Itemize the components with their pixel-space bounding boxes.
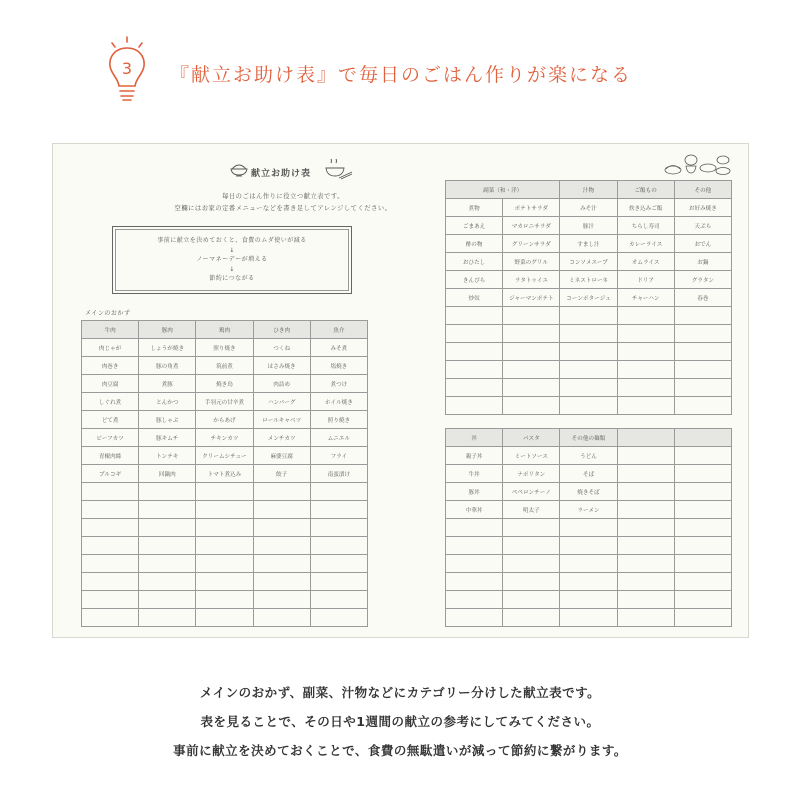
table-header-row — [446, 429, 732, 447]
table-row — [446, 483, 732, 501]
table-cell[interactable] — [674, 465, 731, 483]
table-cell[interactable]: チキンカツ — [196, 429, 253, 447]
table-cell[interactable] — [617, 537, 674, 555]
table-row — [82, 357, 368, 375]
rice-bowl-icon — [229, 158, 249, 178]
table-cell[interactable] — [446, 573, 503, 591]
table-cell[interactable] — [196, 483, 253, 501]
table-cell[interactable]: 青椒肉絲 — [82, 447, 139, 465]
table-cell[interactable]: 中華丼 — [446, 501, 503, 519]
table-cell[interactable] — [617, 555, 674, 573]
table-row — [446, 379, 732, 397]
table-cell[interactable]: 酢の物 — [446, 235, 503, 253]
headline: 『献立お助け表』で毎日のごはん作りが楽になる — [170, 64, 633, 86]
table-row — [82, 375, 368, 393]
table-row — [82, 447, 368, 465]
table-cell[interactable] — [310, 573, 367, 591]
intro-line: 毎日のごはん作りに役立つ献立表です。 — [222, 193, 344, 200]
table-cell[interactable] — [446, 537, 503, 555]
table-cell[interactable] — [503, 325, 560, 343]
column-header: パスタ — [503, 429, 560, 447]
column-header: 牛肉 — [82, 321, 139, 339]
table-cell[interactable] — [139, 591, 196, 609]
table-cell[interactable] — [139, 519, 196, 537]
table-cell[interactable] — [560, 343, 617, 361]
table-cell[interactable] — [503, 537, 560, 555]
table-cell[interactable]: みそ煮 — [310, 339, 367, 357]
table-cell[interactable] — [139, 537, 196, 555]
main-dish-table — [81, 320, 368, 627]
table-cell[interactable]: そば — [560, 465, 617, 483]
table-cell[interactable]: プルコギ — [82, 465, 139, 483]
table-cell[interactable] — [196, 591, 253, 609]
table-cell[interactable] — [253, 483, 310, 501]
table-row — [446, 609, 732, 627]
table-cell[interactable] — [617, 519, 674, 537]
table-cell[interactable] — [560, 555, 617, 573]
table-row — [82, 573, 368, 591]
table-cell[interactable]: 肉詰め — [253, 375, 310, 393]
table-row — [446, 253, 732, 271]
column-header: 副菜（和・洋） — [446, 181, 560, 199]
table-cell[interactable]: しょうが焼き — [139, 339, 196, 357]
other-dish-table — [445, 428, 732, 627]
table-cell[interactable] — [446, 397, 503, 415]
table-cell[interactable]: ビーフカツ — [82, 429, 139, 447]
table-cell[interactable] — [560, 609, 617, 627]
table-cell[interactable]: ロールキャベツ — [253, 411, 310, 429]
table-cell[interactable]: ムニエル — [310, 429, 367, 447]
table-cell[interactable] — [253, 501, 310, 519]
flow-box — [112, 226, 352, 294]
column-header — [617, 429, 674, 447]
table-cell[interactable] — [196, 501, 253, 519]
table-cell[interactable] — [503, 609, 560, 627]
table-row — [446, 465, 732, 483]
page-title: 献立お助け表 — [251, 169, 312, 179]
table-cell[interactable] — [139, 501, 196, 519]
table-cell[interactable] — [196, 519, 253, 537]
step-number: 3 — [121, 59, 133, 78]
table-cell[interactable] — [139, 573, 196, 591]
table-cell[interactable]: 春巻 — [674, 289, 731, 307]
table-row — [82, 393, 368, 411]
table-cell[interactable]: マカロニサラダ — [503, 217, 560, 235]
table-row — [446, 289, 732, 307]
menu-sheet — [52, 143, 749, 638]
table-cell[interactable] — [560, 307, 617, 325]
table-row — [446, 591, 732, 609]
soup-bowl-icon — [323, 158, 353, 180]
table-cell[interactable]: 天ぷら — [674, 217, 731, 235]
table-cell[interactable]: はさみ焼き — [253, 357, 310, 375]
column-header: 豚肉 — [139, 321, 196, 339]
table-cell[interactable]: ミートソース — [503, 447, 560, 465]
table-cell[interactable] — [446, 379, 503, 397]
table-row — [446, 537, 732, 555]
table-cell[interactable]: すまし汁 — [560, 235, 617, 253]
table-cell[interactable]: 焼き鳥 — [196, 375, 253, 393]
column-header: ひき肉 — [253, 321, 310, 339]
table-row — [446, 199, 732, 217]
table-cell[interactable] — [310, 591, 367, 609]
table-cell[interactable] — [503, 555, 560, 573]
intro-text — [133, 191, 433, 215]
table-cell[interactable] — [446, 361, 503, 379]
table-cell[interactable]: ポテトサラダ — [503, 199, 560, 217]
table-row — [446, 361, 732, 379]
table-row — [82, 537, 368, 555]
table-row — [446, 447, 732, 465]
table-cell[interactable] — [446, 555, 503, 573]
table-cell[interactable]: 照り焼き — [310, 411, 367, 429]
table-cell[interactable] — [617, 573, 674, 591]
table-cell[interactable] — [674, 379, 731, 397]
table-cell[interactable]: つくね — [253, 339, 310, 357]
table-cell[interactable]: トマト煮込み — [196, 465, 253, 483]
table-cell[interactable]: 野菜のグリル — [503, 253, 560, 271]
table-cell[interactable] — [674, 573, 731, 591]
table-cell[interactable]: ペペロンチーノ — [503, 483, 560, 501]
table-header-row — [82, 321, 368, 339]
table-cell[interactable] — [82, 519, 139, 537]
table-cell[interactable]: 炊き込みご飯 — [617, 199, 674, 217]
table-cell[interactable]: 牛丼 — [446, 465, 503, 483]
table-cell[interactable] — [503, 591, 560, 609]
table-cell[interactable]: トンテキ — [139, 447, 196, 465]
footer-line: メインのおかず、副菜、汁物などにカテゴリー分けした献立表です。 — [199, 685, 601, 700]
table-row — [82, 411, 368, 429]
table-cell[interactable]: 回鍋肉 — [139, 465, 196, 483]
table-cell[interactable]: 豚の角煮 — [139, 357, 196, 375]
table-row — [446, 307, 732, 325]
table-row — [446, 217, 732, 235]
table-row — [82, 483, 368, 501]
table-cell[interactable] — [674, 307, 731, 325]
table-cell[interactable]: おひたし — [446, 253, 503, 271]
table-cell[interactable] — [446, 591, 503, 609]
table-cell[interactable] — [560, 537, 617, 555]
table-row — [82, 609, 368, 627]
down-arrow-icon: ↓ — [229, 246, 235, 254]
table-cell[interactable] — [503, 361, 560, 379]
table-cell[interactable]: みそ汁 — [560, 199, 617, 217]
table-cell[interactable] — [82, 591, 139, 609]
table-cell[interactable]: 煮つけ — [310, 375, 367, 393]
table-cell[interactable] — [617, 465, 674, 483]
table-cell[interactable]: ラタトゥイユ — [503, 271, 560, 289]
column-header: 汁物 — [560, 181, 617, 199]
table-cell[interactable] — [560, 519, 617, 537]
table-cell[interactable]: チャーハン — [617, 289, 674, 307]
table-cell[interactable] — [674, 361, 731, 379]
table-cell[interactable]: 焼きそば — [560, 483, 617, 501]
table-cell[interactable] — [82, 501, 139, 519]
table-cell[interactable]: 手羽元の甘辛煮 — [196, 393, 253, 411]
header — [0, 30, 800, 110]
footer-line: 事前に献立を決めておくことで、食費の無駄遣いが減って節約に繋がります。 — [173, 743, 627, 758]
table-cell[interactable] — [196, 537, 253, 555]
table-cell[interactable]: コンソメスープ — [560, 253, 617, 271]
table-cell[interactable]: 肉じゃが — [82, 339, 139, 357]
footer-line: 表を見ることで、その日や1週間の献立の参考にしてみてください。 — [200, 714, 600, 729]
lightbulb-icon — [104, 36, 150, 102]
table-cell[interactable]: コーンポタージュ — [560, 289, 617, 307]
table-row — [446, 519, 732, 537]
table-cell[interactable]: 煮豚 — [139, 375, 196, 393]
table-cell[interactable]: ハンバーグ — [253, 393, 310, 411]
table-cell[interactable]: 筑前煮 — [196, 357, 253, 375]
table-cell[interactable] — [503, 573, 560, 591]
column-header: その他の麺類 — [560, 429, 617, 447]
table-cell[interactable] — [674, 483, 731, 501]
table-cell[interactable] — [617, 397, 674, 415]
table-cell[interactable]: カレーライス — [617, 235, 674, 253]
table-cell[interactable]: ナポリタン — [503, 465, 560, 483]
table-row — [446, 325, 732, 343]
table-cell[interactable] — [446, 307, 503, 325]
table-cell[interactable] — [674, 591, 731, 609]
table-cell[interactable] — [139, 483, 196, 501]
column-header: 魚介 — [310, 321, 367, 339]
table-cell[interactable] — [196, 555, 253, 573]
table-cell[interactable] — [617, 447, 674, 465]
table-cell[interactable] — [674, 325, 731, 343]
column-header — [674, 429, 731, 447]
table-cell[interactable]: 豚丼 — [446, 483, 503, 501]
table-cell[interactable]: ラーメン — [560, 501, 617, 519]
table-cell[interactable] — [310, 537, 367, 555]
flow-step-3: 節約につながる — [209, 275, 255, 282]
table-cell[interactable] — [446, 609, 503, 627]
table-cell[interactable] — [674, 555, 731, 573]
table-cell[interactable]: おでん — [674, 235, 731, 253]
table-cell[interactable] — [310, 555, 367, 573]
table-cell[interactable] — [674, 501, 731, 519]
footer-description — [0, 678, 800, 765]
table-cell[interactable]: うどん — [560, 447, 617, 465]
table-cell[interactable] — [560, 325, 617, 343]
table-cell[interactable] — [617, 325, 674, 343]
table-row — [446, 235, 732, 253]
table-cell[interactable] — [503, 519, 560, 537]
table-cell[interactable]: 豚汁 — [560, 217, 617, 235]
table-row — [82, 519, 368, 537]
table-row — [446, 271, 732, 289]
table-cell[interactable]: 炒奴 — [446, 289, 503, 307]
table-cell[interactable] — [617, 591, 674, 609]
table-cell[interactable]: グリーンサラダ — [503, 235, 560, 253]
table-cell[interactable] — [196, 573, 253, 591]
table-cell[interactable] — [253, 537, 310, 555]
column-header: 丼 — [446, 429, 503, 447]
table-cell[interactable]: 南蛮漬け — [310, 465, 367, 483]
table-cell[interactable]: ミネストローネ — [560, 271, 617, 289]
table-cell[interactable] — [82, 537, 139, 555]
table-cell[interactable] — [617, 343, 674, 361]
table-cell[interactable]: メンチカツ — [253, 429, 310, 447]
table-cell[interactable] — [674, 397, 731, 415]
side-dish-table — [445, 180, 732, 415]
table-cell[interactable] — [310, 483, 367, 501]
table-cell[interactable] — [560, 397, 617, 415]
table-cell[interactable] — [674, 537, 731, 555]
table-cell[interactable]: ちらし寿司 — [617, 217, 674, 235]
table-cell[interactable]: とんかつ — [139, 393, 196, 411]
column-header: 鶏肉 — [196, 321, 253, 339]
table-cell[interactable]: きんぴら — [446, 271, 503, 289]
table-cell[interactable] — [139, 555, 196, 573]
table-cell[interactable] — [253, 573, 310, 591]
table-cell[interactable]: オムライス — [617, 253, 674, 271]
table-cell[interactable] — [310, 609, 367, 627]
table-cell[interactable]: ホイル焼き — [310, 393, 367, 411]
flow-step-2: ノーマネーデーが増える — [196, 256, 268, 263]
table-cell[interactable] — [503, 379, 560, 397]
table-cell[interactable] — [617, 609, 674, 627]
table-row — [82, 591, 368, 609]
table-cell[interactable]: グラタン — [674, 271, 731, 289]
table-row — [446, 573, 732, 591]
table-cell[interactable] — [82, 609, 139, 627]
table-cell[interactable] — [446, 343, 503, 361]
flow-step-1: 事前に献立を決めておくと、食費のムダ使いが減る — [157, 237, 307, 244]
table-cell[interactable] — [196, 609, 253, 627]
table-row — [446, 555, 732, 573]
table-cell[interactable]: 親子丼 — [446, 447, 503, 465]
down-arrow-icon: ↓ — [229, 265, 235, 273]
table-cell[interactable] — [253, 555, 310, 573]
table-cell[interactable] — [82, 483, 139, 501]
table-cell[interactable] — [253, 591, 310, 609]
column-header: その他 — [674, 181, 731, 199]
table-cell[interactable] — [617, 361, 674, 379]
table-cell[interactable] — [310, 501, 367, 519]
table-row — [82, 429, 368, 447]
table-cell[interactable]: 麻婆豆腐 — [253, 447, 310, 465]
table-cell[interactable]: 照り焼き — [196, 339, 253, 357]
table-cell[interactable]: ごまあえ — [446, 217, 503, 235]
table-cell[interactable]: 豚キムチ — [139, 429, 196, 447]
table-cell[interactable]: 餃子 — [253, 465, 310, 483]
table-cell[interactable]: ドリア — [617, 271, 674, 289]
table-row — [446, 501, 732, 519]
table-cell[interactable]: 肉豆腐 — [82, 375, 139, 393]
table-cell[interactable]: しぐれ煮 — [82, 393, 139, 411]
table-cell[interactable]: お鍋 — [674, 253, 731, 271]
table-cell[interactable] — [503, 397, 560, 415]
table-cell[interactable]: フライ — [310, 447, 367, 465]
table-cell[interactable] — [253, 519, 310, 537]
table-row — [446, 343, 732, 361]
table-cell[interactable]: クリームシチュー — [196, 447, 253, 465]
table-row — [82, 501, 368, 519]
main-dish-label: メインのおかず — [85, 310, 131, 317]
intro-line: 空欄にはお家の定番メニューなどを書き足してアレンジしてください。 — [174, 205, 392, 212]
table-cell[interactable] — [446, 325, 503, 343]
table-cell[interactable] — [617, 501, 674, 519]
table-row — [82, 555, 368, 573]
table-cell[interactable] — [253, 609, 310, 627]
table-cell[interactable] — [674, 609, 731, 627]
table-cell[interactable]: 明太子 — [503, 501, 560, 519]
table-cell[interactable]: どて煮 — [82, 411, 139, 429]
table-cell[interactable]: お好み焼き — [674, 199, 731, 217]
table-cell[interactable] — [617, 379, 674, 397]
table-cell[interactable]: ジャーマンポテト — [503, 289, 560, 307]
table-cell[interactable] — [674, 343, 731, 361]
table-cell[interactable]: 肉巻き — [82, 357, 139, 375]
table-cell[interactable] — [560, 591, 617, 609]
table-cell[interactable]: からあげ — [196, 411, 253, 429]
table-row — [446, 397, 732, 415]
table-cell[interactable] — [310, 519, 367, 537]
table-cell[interactable]: 煮物 — [446, 199, 503, 217]
table-cell[interactable] — [503, 307, 560, 325]
table-cell[interactable] — [617, 483, 674, 501]
table-cell[interactable] — [617, 307, 674, 325]
table-cell[interactable] — [139, 609, 196, 627]
table-cell[interactable] — [560, 573, 617, 591]
table-row — [82, 465, 368, 483]
table-cell[interactable]: 豚しゃぶ — [139, 411, 196, 429]
table-cell[interactable] — [560, 379, 617, 397]
table-cell[interactable] — [674, 519, 731, 537]
table-cell[interactable] — [560, 361, 617, 379]
table-cell[interactable] — [82, 573, 139, 591]
table-cell[interactable] — [503, 343, 560, 361]
table-cell[interactable]: 塩焼き — [310, 357, 367, 375]
column-header: ご飯もの — [617, 181, 674, 199]
table-header-row — [446, 181, 732, 199]
dishes-icon — [663, 148, 733, 178]
table-cell[interactable] — [82, 555, 139, 573]
table-cell[interactable] — [446, 519, 503, 537]
table-cell[interactable] — [674, 447, 731, 465]
table-row — [82, 339, 368, 357]
